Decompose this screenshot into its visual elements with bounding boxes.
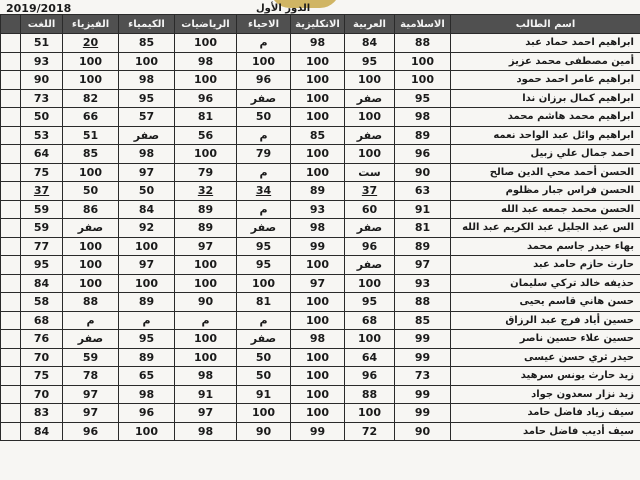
- cell-arabic: 88: [345, 385, 395, 404]
- cell-math: 32: [175, 182, 237, 201]
- cell-arabic: 37: [345, 182, 395, 201]
- cell-islamic: 95: [395, 89, 451, 108]
- cell-math: 97: [175, 237, 237, 256]
- cell-islamic: 98: [395, 108, 451, 127]
- table-row: [1, 237, 640, 256]
- cell-language: 59: [21, 219, 63, 238]
- col-header-student-name: اسم الطالب: [451, 15, 640, 34]
- cell-chemistry: 95: [119, 330, 175, 349]
- cell-cut: [1, 163, 21, 182]
- cell-english: 100: [291, 163, 345, 182]
- cell-cut: [1, 52, 21, 71]
- cell-cut: [1, 237, 21, 256]
- cell-physics: 96: [63, 422, 119, 441]
- cell-islamic: 91: [395, 200, 451, 219]
- cell-math: 98: [175, 367, 237, 386]
- cell-language: 76: [21, 330, 63, 349]
- cell-cut: [1, 293, 21, 312]
- table-row: [1, 182, 640, 201]
- cell-cut: [1, 311, 21, 330]
- cell-language: 84: [21, 274, 63, 293]
- cell-student-name: بهاء حيدر جاسم محمد: [451, 237, 640, 256]
- cell-english: 98: [291, 330, 345, 349]
- cell-student-name: حسن هاني قاسم يحيى: [451, 293, 640, 312]
- table-row: [1, 422, 640, 441]
- cell-biology: صفر: [237, 89, 291, 108]
- cell-english: 100: [291, 108, 345, 127]
- cell-language: 68: [21, 311, 63, 330]
- table-row: [1, 293, 640, 312]
- cell-english: 100: [291, 348, 345, 367]
- cell-chemistry: م: [119, 311, 175, 330]
- cell-math: 100: [175, 256, 237, 275]
- cell-islamic: 88: [395, 293, 451, 312]
- cell-islamic: 90: [395, 163, 451, 182]
- table-row: [1, 404, 640, 423]
- cell-islamic: 63: [395, 182, 451, 201]
- cell-student-name: ابراهيم عامر احمد حمود: [451, 71, 640, 90]
- cell-biology: م: [237, 163, 291, 182]
- cell-chemistry: 100: [119, 237, 175, 256]
- cell-biology: 100: [237, 274, 291, 293]
- cell-physics: صفر: [63, 219, 119, 238]
- cell-physics: 86: [63, 200, 119, 219]
- cell-arabic: 95: [345, 293, 395, 312]
- cell-student-name: الحسن فراس جبار مظلوم: [451, 182, 640, 201]
- cell-language: 37: [21, 182, 63, 201]
- cell-language: 90: [21, 71, 63, 90]
- cell-english: 93: [291, 200, 345, 219]
- cell-biology: 81: [237, 293, 291, 312]
- col-header-physics: الفيزياء: [63, 15, 119, 34]
- cell-biology: 79: [237, 145, 291, 164]
- cell-chemistry: 89: [119, 293, 175, 312]
- table-header-row: [1, 15, 640, 34]
- table-row: [1, 71, 640, 90]
- table-row: [1, 385, 640, 404]
- cell-cut: [1, 422, 21, 441]
- cell-math: 96: [175, 89, 237, 108]
- cell-language: 83: [21, 404, 63, 423]
- cell-islamic: 97: [395, 256, 451, 275]
- cell-student-name: احمد جمال علي زبيل: [451, 145, 640, 164]
- cell-arabic: 68: [345, 311, 395, 330]
- cell-arabic: 100: [345, 404, 395, 423]
- cell-biology: 95: [237, 256, 291, 275]
- cell-cut: [1, 182, 21, 201]
- table-body: [1, 34, 640, 441]
- cell-physics: 97: [63, 404, 119, 423]
- col-header-chemistry: الكيمياء: [119, 15, 175, 34]
- cell-chemistry: 92: [119, 219, 175, 238]
- cell-biology: م: [237, 200, 291, 219]
- cell-student-name: ابراهيم احمد حماد عبد: [451, 34, 640, 53]
- cell-physics: 59: [63, 348, 119, 367]
- cell-english: 97: [291, 274, 345, 293]
- table-row: [1, 330, 640, 349]
- table-row: [1, 367, 640, 386]
- cell-biology: 100: [237, 52, 291, 71]
- cell-islamic: 73: [395, 367, 451, 386]
- cell-language: 50: [21, 108, 63, 127]
- cell-islamic: 99: [395, 385, 451, 404]
- cell-math: 100: [175, 348, 237, 367]
- cell-physics: 82: [63, 89, 119, 108]
- cell-physics: 20: [63, 34, 119, 53]
- cell-student-name: زيد حارث يونس سرهيد: [451, 367, 640, 386]
- cell-physics: 100: [63, 256, 119, 275]
- table-row: [1, 200, 640, 219]
- table-row: [1, 256, 640, 275]
- cell-language: 73: [21, 89, 63, 108]
- cell-biology: 91: [237, 385, 291, 404]
- cell-english: 99: [291, 237, 345, 256]
- cell-student-name: الس عبد الجليل عبد الكريم عبد الله: [451, 219, 640, 238]
- cell-math: 100: [175, 145, 237, 164]
- exam-round: الدور الأول: [256, 3, 311, 14]
- cell-biology: 50: [237, 367, 291, 386]
- cell-english: 98: [291, 219, 345, 238]
- cell-math: 98: [175, 422, 237, 441]
- cell-language: 84: [21, 422, 63, 441]
- cell-english: 100: [291, 367, 345, 386]
- cell-biology: م: [237, 126, 291, 145]
- cell-biology: 50: [237, 108, 291, 127]
- table-row: [1, 126, 640, 145]
- cell-arabic: صفر: [345, 89, 395, 108]
- cell-cut: [1, 385, 21, 404]
- academic-year: 2019/2018: [6, 2, 72, 15]
- cell-islamic: 88: [395, 34, 451, 53]
- cell-english: 100: [291, 145, 345, 164]
- cell-islamic: 99: [395, 330, 451, 349]
- cell-student-name: ابراهيم محمد هاشم محمد: [451, 108, 640, 127]
- cell-chemistry: 98: [119, 385, 175, 404]
- cell-language: 64: [21, 145, 63, 164]
- cell-arabic: 100: [345, 145, 395, 164]
- cell-english: 100: [291, 52, 345, 71]
- cell-islamic: 85: [395, 311, 451, 330]
- cell-cut: [1, 274, 21, 293]
- cell-cut: [1, 256, 21, 275]
- cell-arabic: 60: [345, 200, 395, 219]
- cell-math: 98: [175, 52, 237, 71]
- cell-biology: 50: [237, 348, 291, 367]
- cell-physics: 100: [63, 71, 119, 90]
- cell-language: 53: [21, 126, 63, 145]
- cell-arabic: ست: [345, 163, 395, 182]
- cell-arabic: 96: [345, 367, 395, 386]
- cell-biology: 100: [237, 404, 291, 423]
- cell-english: 89: [291, 182, 345, 201]
- cell-chemistry: 85: [119, 34, 175, 53]
- cell-islamic: 90: [395, 422, 451, 441]
- cell-arabic: 64: [345, 348, 395, 367]
- cell-math: م: [175, 311, 237, 330]
- cell-student-name: حذيفه خالد تركي سليمان: [451, 274, 640, 293]
- table-row: [1, 34, 640, 53]
- cell-student-name: سيف زياد فاضل حامد: [451, 404, 640, 423]
- cell-islamic: 89: [395, 126, 451, 145]
- cell-chemistry: 100: [119, 52, 175, 71]
- table-row: [1, 348, 640, 367]
- cell-math: 56: [175, 126, 237, 145]
- cell-islamic: 99: [395, 404, 451, 423]
- cell-islamic: 99: [395, 348, 451, 367]
- col-header-english: الانكليزية: [291, 15, 345, 34]
- cell-cut: [1, 126, 21, 145]
- cell-arabic: 100: [345, 330, 395, 349]
- cell-cut: [1, 330, 21, 349]
- cell-chemistry: 95: [119, 89, 175, 108]
- cell-english: 99: [291, 422, 345, 441]
- cell-chemistry: 98: [119, 71, 175, 90]
- cell-physics: صفر: [63, 330, 119, 349]
- cell-cut: [1, 367, 21, 386]
- cell-chemistry: 100: [119, 422, 175, 441]
- cell-english: 100: [291, 404, 345, 423]
- table-row: [1, 274, 640, 293]
- cell-english: 100: [291, 71, 345, 90]
- cell-cut: [1, 200, 21, 219]
- cell-math: 89: [175, 200, 237, 219]
- cell-cut: [1, 34, 21, 53]
- cell-language: 70: [21, 385, 63, 404]
- cell-student-name: حيدر ثري حسن عيسى: [451, 348, 640, 367]
- cell-cut: [1, 219, 21, 238]
- cell-student-name: ابراهيم كمال برزان ندا: [451, 89, 640, 108]
- cell-chemistry: 65: [119, 367, 175, 386]
- cell-biology: م: [237, 311, 291, 330]
- cell-biology: 95: [237, 237, 291, 256]
- cell-physics: 88: [63, 293, 119, 312]
- cell-biology: صفر: [237, 219, 291, 238]
- cell-arabic: صفر: [345, 219, 395, 238]
- cell-arabic: 100: [345, 108, 395, 127]
- cell-arabic: 100: [345, 71, 395, 90]
- cell-language: 70: [21, 348, 63, 367]
- cell-math: 100: [175, 330, 237, 349]
- cell-chemistry: 96: [119, 404, 175, 423]
- cell-language: 58: [21, 293, 63, 312]
- cell-biology: 96: [237, 71, 291, 90]
- cell-math: 79: [175, 163, 237, 182]
- cell-english: 85: [291, 126, 345, 145]
- cell-english: 100: [291, 385, 345, 404]
- cell-biology: 34: [237, 182, 291, 201]
- cell-chemistry: 84: [119, 200, 175, 219]
- cell-physics: 100: [63, 237, 119, 256]
- cell-cut: [1, 404, 21, 423]
- cell-physics: 100: [63, 52, 119, 71]
- cell-math: 90: [175, 293, 237, 312]
- cell-chemistry: 57: [119, 108, 175, 127]
- cell-language: 93: [21, 52, 63, 71]
- cell-student-name: زيد نزار سعدون جواد: [451, 385, 640, 404]
- cell-math: 89: [175, 219, 237, 238]
- cell-language: 51: [21, 34, 63, 53]
- cell-physics: 50: [63, 182, 119, 201]
- cell-student-name: الحسن محمد جمعه عبد الله: [451, 200, 640, 219]
- cell-islamic: 81: [395, 219, 451, 238]
- col-header-islamic: الاسلامية: [395, 15, 451, 34]
- cell-biology: م: [237, 34, 291, 53]
- cell-math: 100: [175, 71, 237, 90]
- cell-physics: م: [63, 311, 119, 330]
- cell-language: 59: [21, 200, 63, 219]
- table-row: [1, 219, 640, 238]
- cell-english: 100: [291, 311, 345, 330]
- table-row: [1, 163, 640, 182]
- cell-physics: 51: [63, 126, 119, 145]
- cell-islamic: 96: [395, 145, 451, 164]
- cell-student-name: حسين علاء حسين ناصر: [451, 330, 640, 349]
- cell-math: 97: [175, 404, 237, 423]
- cell-cut: [1, 145, 21, 164]
- cell-language: 95: [21, 256, 63, 275]
- cell-physics: 100: [63, 274, 119, 293]
- cell-chemistry: 98: [119, 145, 175, 164]
- cell-biology: صفر: [237, 330, 291, 349]
- cell-student-name: حسين أياد فرج عبد الرزاق: [451, 311, 640, 330]
- col-header-biology: الاحياء: [237, 15, 291, 34]
- cell-student-name: الحسن أحمد محي الدين صالح: [451, 163, 640, 182]
- cell-math: 100: [175, 274, 237, 293]
- cell-islamic: 100: [395, 71, 451, 90]
- col-header-arabic: العربية: [345, 15, 395, 34]
- cell-chemistry: 50: [119, 182, 175, 201]
- cell-language: 75: [21, 367, 63, 386]
- cell-english: 98: [291, 34, 345, 53]
- cell-chemistry: صفر: [119, 126, 175, 145]
- cell-arabic: صفر: [345, 126, 395, 145]
- cell-student-name: ابراهيم وائل عبد الواحد نعمه: [451, 126, 640, 145]
- cell-student-name: سيف أديب فاضل حامد: [451, 422, 640, 441]
- cell-cut: [1, 108, 21, 127]
- cell-chemistry: 97: [119, 256, 175, 275]
- cell-student-name: حارث حازم حامد عبد: [451, 256, 640, 275]
- table-row: [1, 311, 640, 330]
- cell-student-name: أمين مصطفى محمد عزيز: [451, 52, 640, 71]
- cell-language: 75: [21, 163, 63, 182]
- cell-arabic: 72: [345, 422, 395, 441]
- table-row: [1, 145, 640, 164]
- cell-math: 91: [175, 385, 237, 404]
- cell-cut: [1, 89, 21, 108]
- cell-islamic: 100: [395, 52, 451, 71]
- cell-arabic: 96: [345, 237, 395, 256]
- cell-english: 100: [291, 293, 345, 312]
- col-header-cut: [1, 15, 21, 34]
- col-header-language: اللغت: [21, 15, 63, 34]
- table-row: [1, 89, 640, 108]
- cell-english: 100: [291, 256, 345, 275]
- cell-physics: 100: [63, 163, 119, 182]
- cell-islamic: 93: [395, 274, 451, 293]
- cell-chemistry: 100: [119, 274, 175, 293]
- cell-arabic: صفر: [345, 256, 395, 275]
- col-header-math: الرياضيات: [175, 15, 237, 34]
- table-row: [1, 108, 640, 127]
- cell-chemistry: 97: [119, 163, 175, 182]
- cell-math: 100: [175, 34, 237, 53]
- cell-physics: 97: [63, 385, 119, 404]
- table-row: [1, 52, 640, 71]
- cell-arabic: 84: [345, 34, 395, 53]
- cell-language: 77: [21, 237, 63, 256]
- cell-islamic: 89: [395, 237, 451, 256]
- cell-chemistry: 89: [119, 348, 175, 367]
- grades-table: [0, 14, 640, 441]
- cell-arabic: 100: [345, 274, 395, 293]
- cell-arabic: 95: [345, 52, 395, 71]
- cell-cut: [1, 71, 21, 90]
- cell-english: 100: [291, 89, 345, 108]
- cell-biology: 90: [237, 422, 291, 441]
- cell-physics: 78: [63, 367, 119, 386]
- cell-cut: [1, 348, 21, 367]
- cell-physics: 85: [63, 145, 119, 164]
- cell-math: 81: [175, 108, 237, 127]
- cell-physics: 66: [63, 108, 119, 127]
